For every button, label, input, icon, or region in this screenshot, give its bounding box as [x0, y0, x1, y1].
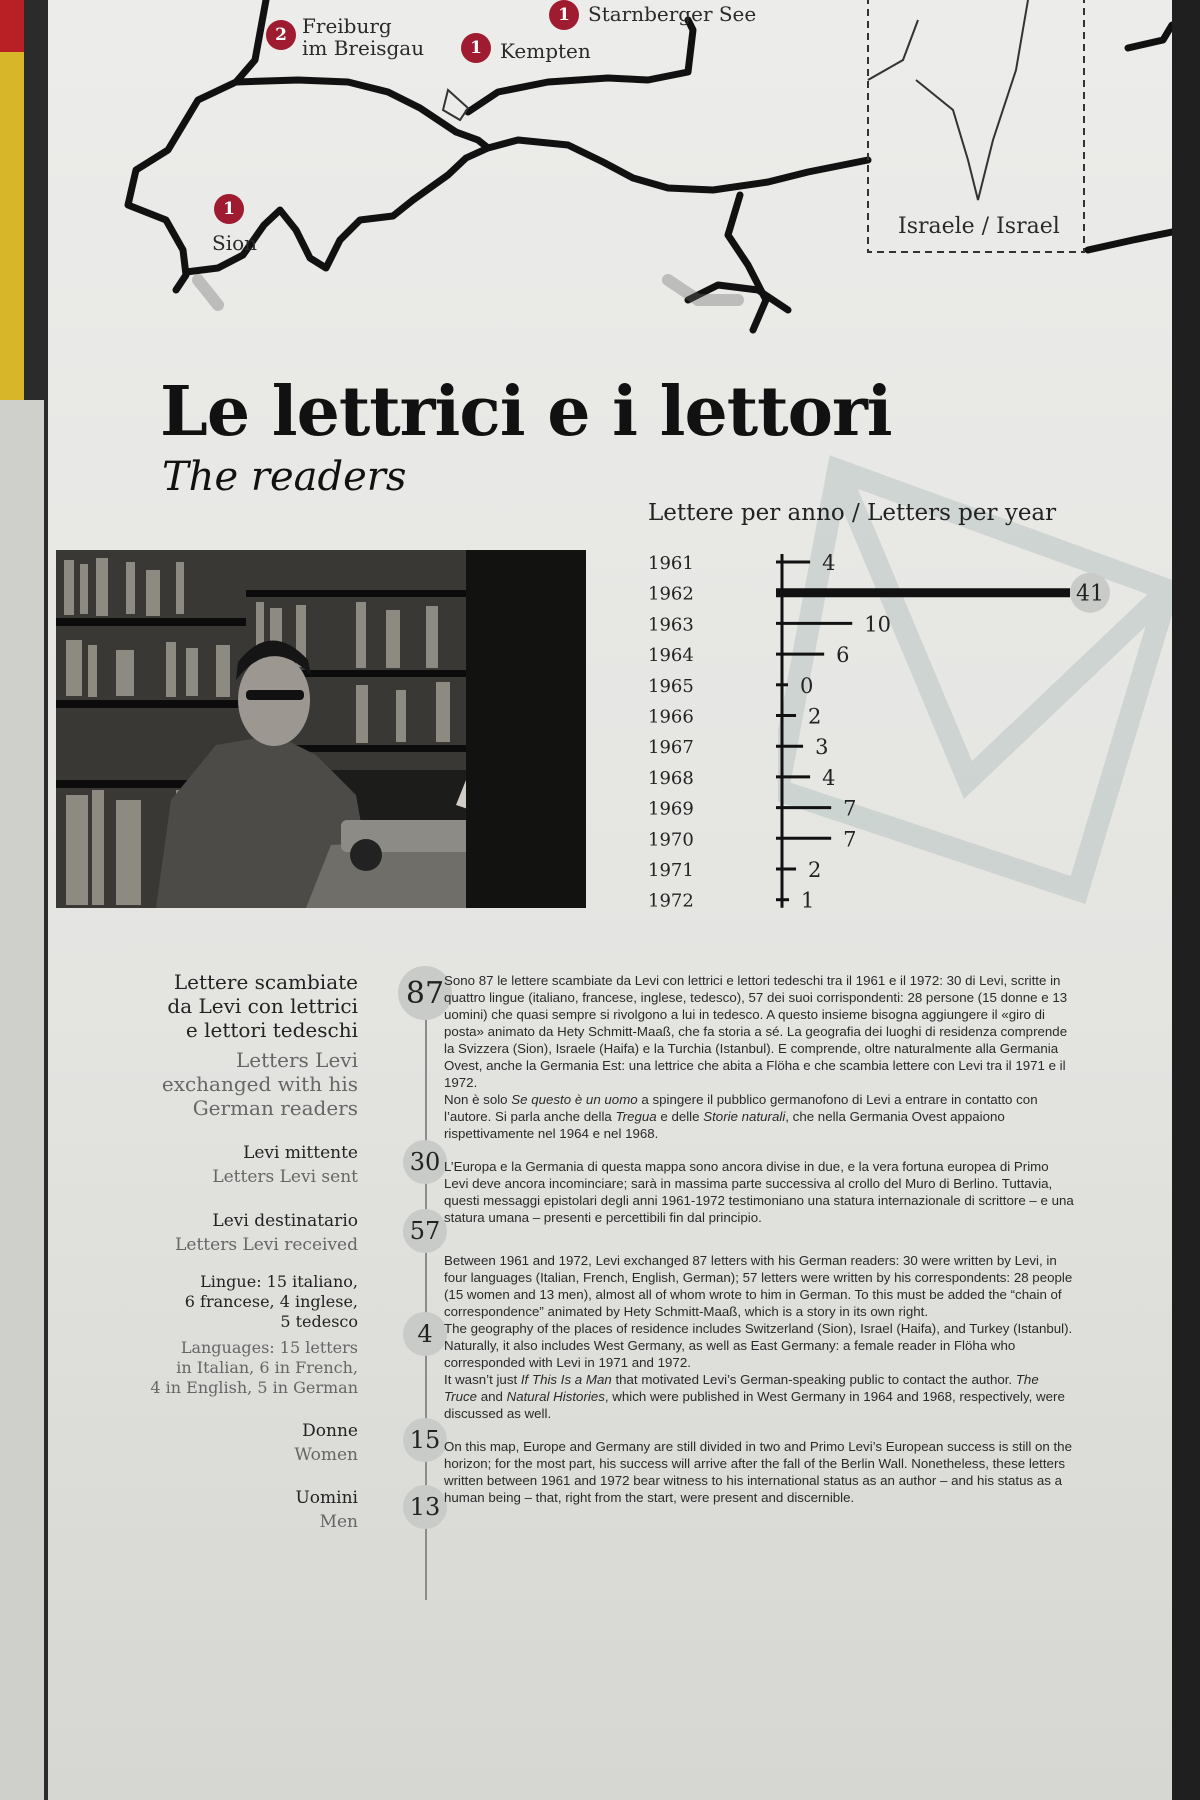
- count-pin: 1: [214, 194, 244, 224]
- stat-total-label-it: Lettere scambiate da Levi con lettrici e lettori tedeschi: [167, 970, 358, 1042]
- chart-title: Lettere per anno / Letters per year: [648, 500, 1057, 526]
- count-pin: 1: [461, 33, 491, 63]
- data-label-1963: 10: [864, 612, 891, 637]
- data-label-1970: 7: [843, 827, 857, 852]
- stat-received-value: 57: [403, 1209, 447, 1253]
- paragraph-en-2: On this map, Europe and Germany are still divided in two and Primo Levi’s European success is still on the horizon; for the most part, his success will arrive after the fall of the Berlin Wall. Nonetheless, these letters written between 1961 and 1972 bear witness to his international status as an author – and his status as a human being – that, right from the start, were present and discernible.: [444, 1439, 1072, 1505]
- text-en-3g: , which were published in West Germany in 1964 and 1968, respectively, were discussed as well.: [444, 1389, 1065, 1421]
- adjacent-panel: [0, 400, 44, 1800]
- stat-women-value: 15: [403, 1418, 447, 1462]
- tick-label-1962: 1962: [648, 583, 694, 605]
- title-se-questo: Se questo è un uomo: [511, 1092, 638, 1107]
- stat-languages-value: 4: [403, 1312, 447, 1356]
- tick-label-1970: 1970: [648, 829, 694, 851]
- stat-languages-label-it: Lingue: 15 italiano, 6 francese, 4 inglese, 5 tedesco: [184, 1272, 358, 1331]
- title-if-this-is-a-man: If This Is a Man: [520, 1372, 612, 1387]
- map: [48, 0, 1172, 340]
- text-it-1: Sono 87 le lettere scambiate da Levi con lettrici e lettori tedeschi tra il 1961 e il 1972: 30 di Levi, scritte in quattro lingue (italiano, francese, inglese, tedesco), 57 dei suoi corrispondenti: 28 persone (15 donne e 13 uomini) che quasi sempre si rivolgono a lui in tedesco. A questo insieme bisogna aggiungere il «giro di posta» animato da Hety Schmitt-Maaß, che fa storia a sé. La geografia dei luoghi di residenza comprende la Svizzera (Sion), Israele (Haifa) e la Turchia (Istanbul). E comprende, oltre naturalmente alla Germania Ovest, anche la Germania Est: una lettrice che abita a Flöha e che scambia lettere con Levi tra il 1971 e il 1972.: [444, 973, 1068, 1090]
- map-borders: [48, 0, 1172, 340]
- stat-languages-label-en: Languages: 15 letters in Italian, 6 in French, 4 in English, 5 in German: [150, 1338, 358, 1397]
- text-en-1: Between 1961 and 1972, Levi exchanged 87 letters with his German readers: 30 were written by Levi, in four languages (Italian, French, English, German); 57 letters were written by his correspondents: 28 people (15 women and 13 men), almost all of whom wrote to him in German. To this must be added the “chain of correspondence” animated by Hety Schmitt-Maaß, which is a story in its own right.: [444, 1253, 1073, 1319]
- data-label-1964: 6: [836, 643, 850, 668]
- tick-label-1963: 1963: [648, 614, 694, 636]
- title-storie-naturali: Storie naturali: [703, 1109, 786, 1124]
- page-title: Le lettrici e i lettori: [160, 372, 892, 452]
- text-it-2c: a spingere il pubblico germanofono di Levi a entrare in contatto con l’autore. Si parla anche della: [444, 1092, 1038, 1124]
- stat-women-label-it: Donne: [302, 1421, 358, 1441]
- text-it-2a: Non è solo: [444, 1092, 512, 1107]
- city-label-kempten: Kempten: [500, 39, 591, 63]
- stat-men-value: 13: [403, 1485, 447, 1529]
- tick-label-1964: 1964: [648, 645, 694, 667]
- data-label-1968: 4: [822, 765, 836, 790]
- city-label-starnberger-see: Starnberger See: [588, 2, 757, 26]
- body-text: [444, 972, 1074, 1522]
- tick-label-1967: 1967: [648, 737, 694, 759]
- paragraph-it-2: L’Europa e la Germania di questa mappa sono ancora divise in due, e la vera fortuna europea di Primo Levi deve ancora incominciare; sarà in massima parte successiva al crollo del Muro di Berlino. Tuttavia, questi messaggi epistolari degli anni 1961-1972 testimoniano una statura internazionale di scrittore – e una statura umana – presenti e percettibili fin dal principio.: [444, 1159, 1074, 1225]
- stat-total-value: 87: [398, 966, 452, 1020]
- tick-label-1966: 1966: [648, 706, 694, 728]
- tick-label-1965: 1965: [648, 675, 694, 697]
- stat-sent-label-it: Levi mittente: [243, 1143, 358, 1163]
- data-label-1971: 2: [808, 858, 822, 882]
- title-the-truce: The Truce: [444, 1372, 1039, 1404]
- stat-sent-value: 30: [403, 1140, 447, 1184]
- stat-women-label-en: Women: [294, 1445, 358, 1465]
- tick-label-1972: 1972: [648, 890, 694, 912]
- text-it-2g: , che nella Germania Ovest appaiono rispettivamente nel 1964 e nel 1968.: [444, 1109, 1005, 1141]
- stat-total-label-en: Letters Levi exchanged with his German readers: [161, 1048, 358, 1120]
- stats-column: [108, 960, 448, 1620]
- paragraph-it-1: [444, 972, 1074, 1142]
- stat-men-label-it: Uomini: [295, 1488, 358, 1508]
- data-label-1967: 3: [815, 735, 829, 760]
- data-label-1969: 7: [843, 796, 857, 821]
- title-natural-histories: Natural Histories: [506, 1389, 605, 1404]
- background-dark-edge: [1170, 0, 1200, 1800]
- data-label-1962: 41: [1076, 581, 1104, 607]
- background-yellow-strip: [0, 0, 24, 400]
- data-label-1972: 1: [801, 888, 815, 913]
- text-it-2e: e delle: [656, 1109, 704, 1124]
- page-subtitle: The readers: [162, 454, 407, 500]
- tick-label-1969: 1969: [648, 798, 694, 820]
- text-en-3a: It wasn’t just: [444, 1372, 521, 1387]
- exhibit-panel: [48, 0, 1172, 1800]
- city-label-sion: Sion: [212, 231, 258, 255]
- stat-men-label-en: Men: [319, 1512, 358, 1532]
- stat-received-label-en: Letters Levi received: [175, 1235, 358, 1255]
- text-en-3e: and: [477, 1389, 507, 1404]
- photo-primo-levi-typewriter: [56, 550, 586, 908]
- title-tregua: Tregua: [615, 1109, 657, 1124]
- text-en-2: The geography of the places of residence includes Switzerland (Sion), Israel (Haifa), and Turkey (Istanbul). Naturally, it also includes West Germany, as well as East Germany: a female reader in Flöha who corresponded with Levi in 1971 and 1972.: [444, 1321, 1073, 1370]
- count-pin: 2: [266, 20, 296, 50]
- stat-sent-label-en: Letters Levi sent: [212, 1167, 358, 1187]
- paragraph-en-1: [444, 1252, 1074, 1422]
- chart-plot: [648, 530, 1168, 930]
- tick-label-1971: 1971: [648, 860, 694, 881]
- photo-illustration: [56, 550, 586, 908]
- tick-label-1968: 1968: [648, 767, 694, 789]
- data-label-1961: 4: [822, 551, 836, 575]
- count-pin: 1: [549, 0, 579, 30]
- data-label-1965: 0: [800, 673, 814, 698]
- city-label-israel: Israele / Israel: [898, 214, 1060, 239]
- tick-label-1961: 1961: [648, 553, 694, 574]
- text-en-3c: that motivated Levi’s German-speaking public to contact the author.: [611, 1372, 1016, 1387]
- stat-received-label-it: Levi destinatario: [212, 1211, 358, 1231]
- background-red-corner: [0, 0, 24, 52]
- city-label-freiburg: Freiburg im Breisgau: [302, 14, 425, 60]
- data-label-1966: 2: [808, 704, 822, 729]
- letters-per-year-chart: [648, 500, 1168, 920]
